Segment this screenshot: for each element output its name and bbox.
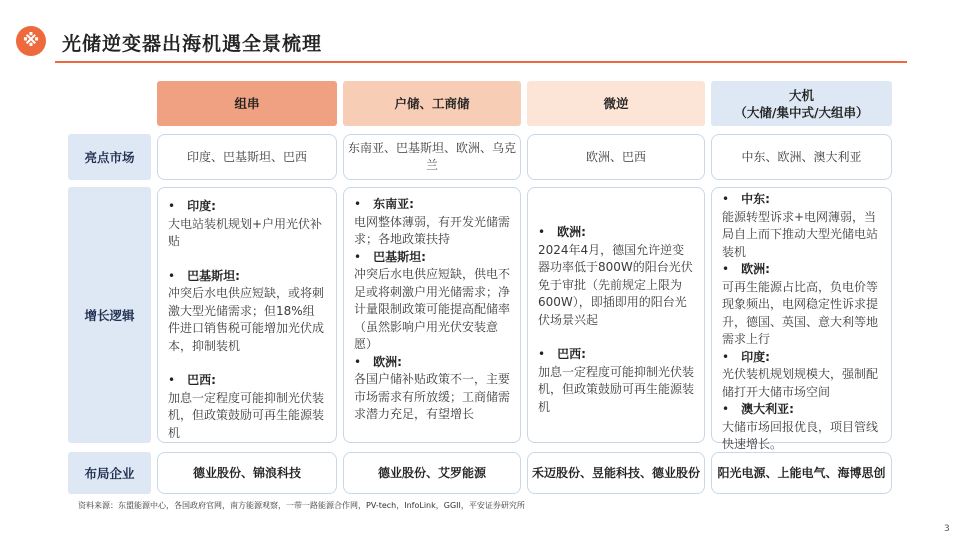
logic-text: 大电站装机规划+户用光伏补贴: [168, 216, 323, 248]
column-header-central: 大机 （大储/集中式/大组串）: [711, 81, 892, 126]
column-header-residential-storage: 户储、工商储: [343, 81, 521, 126]
logic-heading: • 印度:: [722, 349, 881, 367]
logic-heading: • 欧洲:: [354, 354, 510, 372]
logic-heading: • 巴基斯坦:: [168, 268, 326, 286]
market-cell-micro: 欧洲、巴西: [527, 134, 705, 180]
logic-heading: • 中东:: [722, 191, 881, 209]
section-logo-icon: ※: [16, 26, 46, 56]
company-cell-central: 阳光电源、上能电气、海博思创: [711, 452, 892, 494]
logic-text: 电网整体薄弱，有开发光储需求；各地政策扶持: [354, 214, 511, 246]
logic-text: 大储市场回报优良，项目管线快速增长。: [722, 419, 879, 451]
logic-text: 能源转型诉求+电网薄弱，当局自上而下推动大型光储电站装机: [722, 209, 879, 259]
logic-heading: • 印度:: [168, 198, 326, 216]
logic-text: 光伏装机规划规模大，强制配储打开大储市场空间: [722, 367, 879, 399]
logic-cell-central: [711, 187, 892, 451]
row-label-growth-logic: 增长逻辑: [68, 187, 151, 443]
logic-heading: • 欧洲:: [538, 224, 694, 242]
logic-cell-residential: [343, 187, 521, 443]
logic-text: 各国户储补贴政策不一，主要市场需求有所放缓；工商储需求潜力充足，有望增长: [354, 372, 511, 421]
logic-text: 冲突后水电供应短缺，供电不足或将刺激户用光储需求；净计量限制政策可能提高配储率（虽然影响户用光伏安装意愿）: [354, 267, 511, 351]
source-note: 资料来源：东盟能源中心，各国政府官网，南方能源观察，一带一路能源合作网，PV-tech，InfoLink，GGII，平安证券研究所: [78, 501, 525, 510]
logic-heading: • 澳大利亚:: [722, 401, 881, 419]
market-cell-central: 中东、欧洲、澳大利亚: [711, 134, 892, 180]
page-title: 光储逆变器出海机遇全景梳理: [62, 33, 323, 55]
column-header-string: 组串: [157, 81, 337, 126]
row-label-markets: 亮点市场: [68, 134, 151, 180]
row-label-companies: 布局企业: [68, 452, 151, 494]
market-cell-string: 印度、巴基斯坦、巴西: [157, 134, 337, 180]
logic-heading: • 欧洲:: [722, 261, 881, 279]
market-cell-residential: 东南亚、巴基斯坦、欧洲、乌克兰: [343, 134, 521, 180]
page-number: 3: [944, 524, 950, 534]
logic-heading: • 巴基斯坦:: [354, 249, 510, 267]
company-cell-micro: 禾迈股份、昱能科技、德业股份: [527, 452, 705, 494]
logic-heading: • 巴西:: [168, 372, 326, 390]
logic-cell-string: [157, 187, 337, 443]
company-cell-residential: 德业股份、艾罗能源: [343, 452, 521, 494]
column-header-microinverter: 微逆: [527, 81, 705, 126]
logic-text: 2024年4月，德国允许逆变器功率低于800W的阳台光伏免于审批（先前规定上限为600W），即插即用的阳台光伏场景兴起: [538, 242, 693, 327]
logic-text: 加息一定程度可能抑制光伏装机，但政策鼓励可再生能源装机: [538, 364, 695, 414]
logic-text: 可再生能源占比高，负电价等现象频出，电网稳定性诉求提升，德国、英国、意大利等地需求上行: [722, 279, 879, 346]
logic-heading: • 东南亚:: [354, 196, 510, 214]
logic-text: 冲突后水电供应短缺，或将刺激大型光储需求；但18%组件进口销售税可能增加光伏成本，抑制装机: [168, 286, 325, 353]
title-divider: [55, 61, 907, 63]
logic-text: 加息一定程度可能抑制光伏装机，但政策鼓励可再生能源装机: [168, 390, 325, 440]
logic-cell-micro: [527, 187, 705, 443]
company-cell-string: 德业股份、锦浪科技: [157, 452, 337, 494]
logic-heading: • 巴西:: [538, 346, 694, 364]
